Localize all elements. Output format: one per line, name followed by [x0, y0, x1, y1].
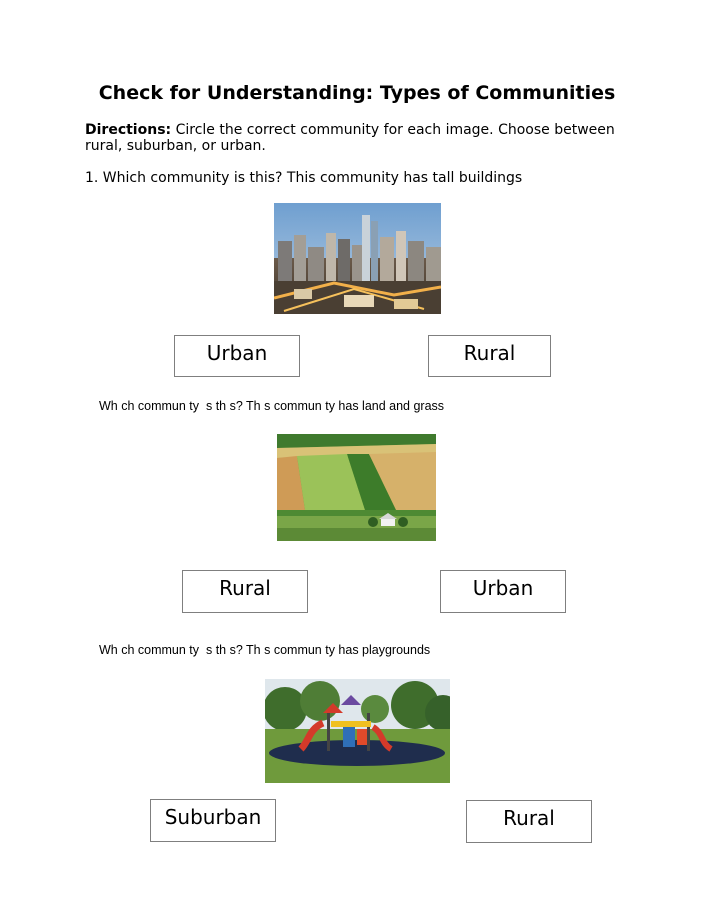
answer-choice-urban[interactable] [174, 335, 300, 377]
question-2-text: Wh ch commun ty s th s? Th s commun ty has land and grass [99, 399, 445, 413]
choice-label: Urban [472, 576, 534, 600]
choice-label: Suburban [164, 805, 262, 829]
question-3-text: Wh ch commun ty s th s? Th s commun ty has playgrounds [99, 643, 431, 657]
choice-label: Rural [503, 806, 555, 830]
playground-image [265, 679, 450, 783]
page-title: Check for Understanding: Types of Communities [98, 82, 616, 104]
choice-label: Urban [206, 341, 268, 365]
choice-label: Rural [463, 341, 516, 365]
answer-choice-rural[interactable] [428, 335, 551, 377]
answer-choice-urban[interactable] [440, 570, 566, 613]
directions-text: Circle the correct community for each image. Choose between rural, suburban, or urban. [85, 122, 615, 154]
answer-choice-rural[interactable] [466, 800, 592, 843]
farmland-image [277, 434, 436, 541]
directions-label: Directions: [85, 122, 172, 138]
choice-label: Rural [219, 576, 271, 600]
directions [85, 122, 645, 154]
answer-choice-suburban[interactable] [150, 799, 276, 842]
answer-choice-rural[interactable] [182, 570, 308, 613]
question-1-text: 1. Which community is this? This community has tall buildings [85, 170, 523, 186]
city-skyline-image [274, 203, 441, 314]
